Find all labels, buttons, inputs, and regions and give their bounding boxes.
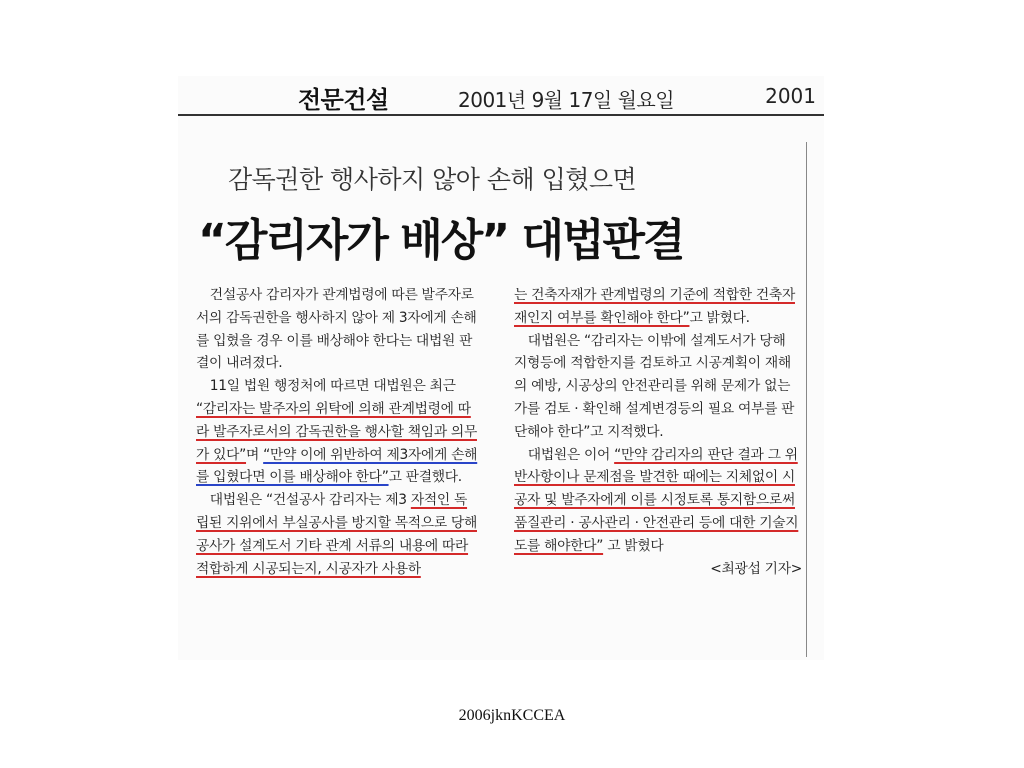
left-p2-end: 고 판결했다. (388, 469, 462, 486)
article-headline: “감리자가 배상” 대법판결 (198, 215, 684, 266)
newspaper-clipping (178, 76, 824, 660)
right-paragraph-3 (514, 444, 802, 558)
left-p2-blue-underline: “만약 이에 위반하여 제3자에게 손해를 입혔다면 이를 배상해야 한다” (196, 446, 478, 486)
left-p3-red-underline: 자적인 독립된 지위에서 부실공사를 방지할 목적으로 당해 공사가 설계도서 기타 관계 서류의 내용에 따라 적합하게 시공되는지, 시공자가 사용하 (196, 492, 477, 577)
slide-footer-text: 2006jknKCCEA (458, 707, 566, 724)
right-p1-end: 고 밝혔다. (689, 309, 750, 326)
right-paragraph-2: 대법원은 “감리자는 이밖에 설계도서가 당해 지형등에 적합한지를 검토하고 시공계획이 재해의 예방, 시공상의 안전관리를 위해 문제가 없는가를 검토 · 확인해 설계변경등의 필요 여부를 판단해야 한다”고 지적했다. (514, 332, 795, 440)
right-paragraph-1 (514, 284, 802, 330)
right-p3-intro: 대법원은 이어 (527, 446, 615, 463)
page-number: 2001 (765, 84, 816, 108)
publication-date: 2001년 9월 17일 월요일 (458, 88, 675, 112)
newspaper-name: 전문건설 (298, 86, 389, 114)
left-paragraph-3 (196, 489, 478, 580)
reporter-byline: <최광섭 기자> (710, 560, 802, 577)
right-p3-end: 고 밝혔다 (603, 537, 664, 554)
left-p2-mid: 며 (246, 446, 264, 463)
left-paragraph-2 (196, 375, 478, 489)
column-divider (806, 142, 807, 657)
right-p3-red-underline: “만약 감리자의 판단 결과 그 위반사항이나 문제점을 발견한 때에는 지체없이 시공자 및 발주자에게 이를 시정토록 통지함으로써 품질관리 · 공사관리 · 안전관리 등에 대한 기술지도를 해야한다” (514, 446, 799, 554)
masthead-divider (178, 114, 824, 116)
article-left-column (196, 284, 478, 580)
left-p3-intro: 대법원은 “건설공사 감리자는 제3 (209, 492, 407, 509)
right-p1-red-underline: 는 건축자재가 관계법령의 기준에 적합한 건축자재인지 여부를 확인해야 한다” (514, 287, 795, 326)
left-paragraph-1: 건설공사 감리자가 관계법령에 따른 발주자로서의 감독권한을 행사하지 않아 제 3자에게 손해를 입혔을 경우 이를 배상해야 한다는 대법원 판결이 내려졌다. (196, 287, 477, 372)
left-p2-intro: 11일 법원 행정처에 따르면 대법원은 최근 (209, 378, 456, 395)
article-subtitle: 감독권한 행사하지 않아 손해 입혔으면 (228, 165, 637, 194)
article-right-column (514, 284, 802, 580)
left-p2-red-underline: “감리자는 발주자의 위탁에 의해 관계법령에 따라 발주자로서의 감독권한을 행사할 책임과 의무가 있다” (196, 400, 477, 463)
masthead (178, 76, 824, 116)
